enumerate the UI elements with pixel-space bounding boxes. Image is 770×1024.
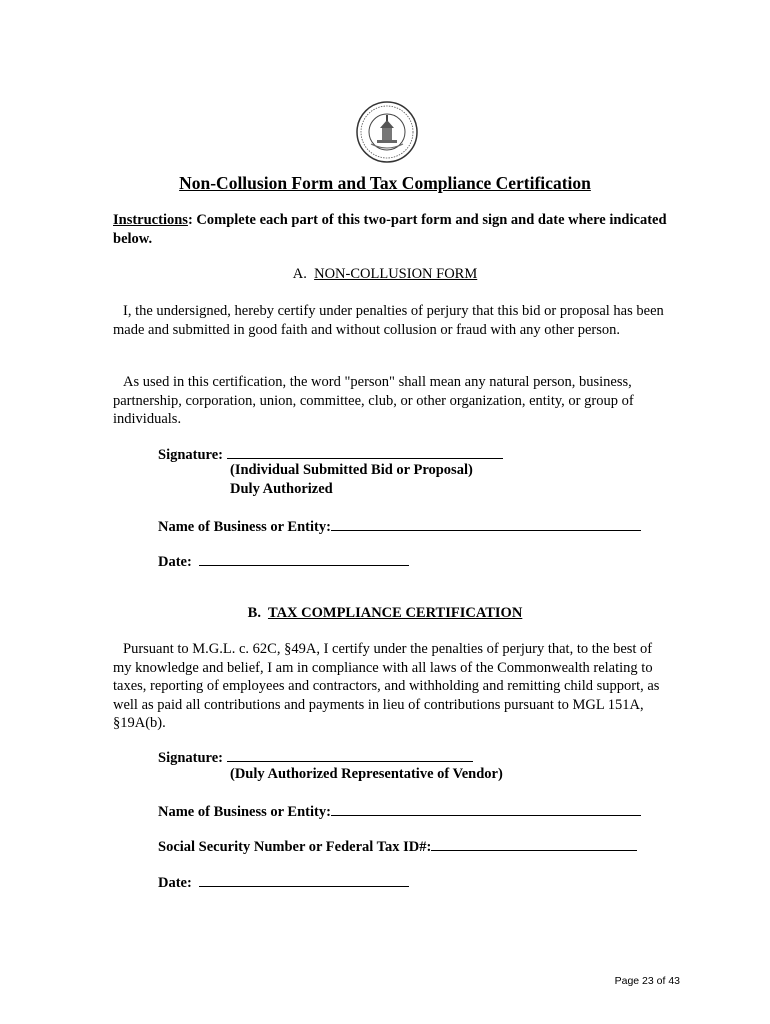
section-a-paragraph-2: As used in this certification, the word "person" shall mean any natural person, business, partnership, corporation, union, committee, club, or other organization, entity, or group of individuals. [113,374,634,427]
date-line[interactable] [199,872,409,887]
section-a-heading [0,266,770,283]
section-b-date-field[interactable] [158,872,409,892]
section-b-title: TAX COMPLIANCE CERTIFICATION [267,605,523,621]
signature-label: Signature: [158,750,223,766]
section-a-signature-field[interactable] [158,444,503,464]
section-b-ssn-field[interactable] [158,836,637,856]
instructions-text: : Complete each part of this two-part form and sign and date where indicated below. [113,212,667,247]
section-a-date-field[interactable] [158,551,409,571]
business-name-label: Name of Business or Entity: [158,804,331,820]
form-title: Non-Collusion Form and Tax Compliance Certification [179,173,591,193]
section-b-paragraph-1: Pursuant to M.G.L. c. 62C, §49A, I certify under the penalties of perjury that, to the best of my knowledge and belief, I am in compliance with all laws of the Commonwealth relating to taxes, reporting of employees and contractors, and withholding and remitting child support, as well as paid all contributions and payments in lieu of contributions pursuant to MGL 151A, §19A(b). [113,641,660,731]
section-b-signature-field[interactable] [158,747,473,767]
instructions-label: Instructions [113,212,188,228]
ssn-tax-id-line[interactable] [431,836,637,851]
date-label: Date: [158,875,192,891]
section-a-business-field[interactable] [158,516,641,536]
page-number: Page 23 of 43 [614,975,680,987]
ssn-tax-id-label: Social Security Number or Federal Tax ID#: [158,839,432,855]
business-name-label: Name of Business or Entity: [158,519,331,535]
section-b-heading [0,605,770,622]
section-a-paragraph-1: I, the undersigned, hereby certify under penalties of perjury that this bid or proposal has been made and submitted in good faith and without collusion or fraud with any other person. [113,303,664,338]
signature-label: Signature: [158,447,223,463]
signature-line[interactable] [227,444,503,459]
signature-note-individual: (Individual Submitted Bid or Proposal) [230,462,473,478]
town-seal-logo [355,100,419,164]
instructions [113,211,673,249]
date-line[interactable] [199,551,409,566]
section-a-letter: A. [292,266,307,282]
date-label: Date: [158,554,192,570]
signature-note-representative: (Duly Authorized Representative of Vendor) [230,766,503,782]
signature-note-duly-authorized: Duly Authorized [230,481,333,497]
business-name-line[interactable] [331,516,641,531]
section-b-letter: B. [247,605,261,621]
signature-line[interactable] [227,747,473,762]
business-name-line[interactable] [331,801,641,816]
section-a-title: NON-COLLUSION FORM [314,266,478,282]
section-b-business-field[interactable] [158,801,641,821]
